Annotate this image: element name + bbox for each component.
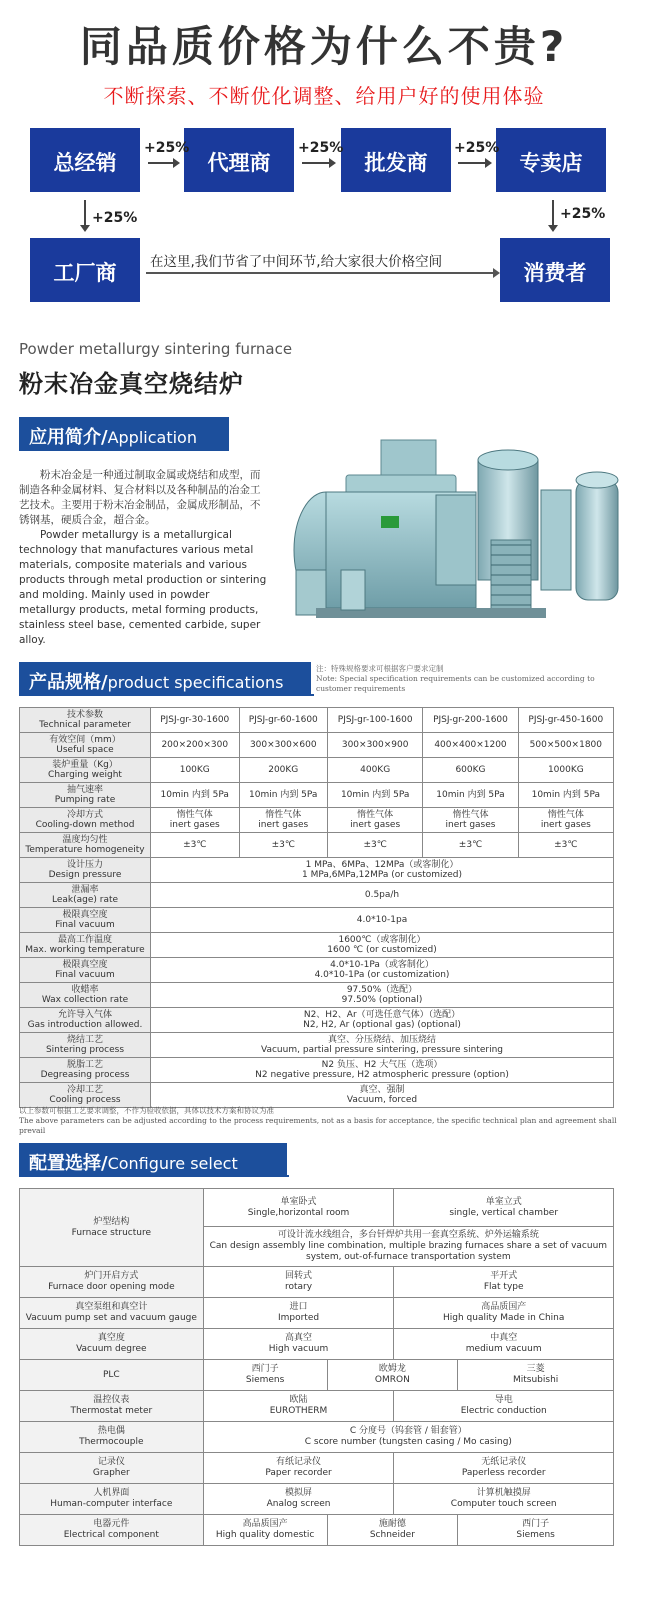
text-line: 批发商 xyxy=(364,151,428,175)
text-line: N2 negative pressure, H2 atmospheric pressure (option) xyxy=(255,1070,509,1080)
table-cell xyxy=(394,1329,614,1360)
text-line: Single,horizontal room xyxy=(247,1207,350,1218)
table-cell xyxy=(203,1515,327,1546)
table-row xyxy=(20,833,614,858)
price-banner xyxy=(0,0,648,320)
text-line: 脱脂工艺 xyxy=(66,1060,103,1070)
text-line: Gas introduction allowed. xyxy=(27,1020,143,1030)
table-cell: 200KG xyxy=(239,758,328,783)
text-line: Imported xyxy=(277,1313,320,1323)
text-line: single, vertical chamber xyxy=(449,1207,559,1218)
text-line: N2、H2、Ar（可选任意气体）（选配） xyxy=(303,1010,461,1020)
text-line: 注：特殊规格要求可根据客户要求定制 xyxy=(316,664,444,673)
table-cell xyxy=(394,1453,614,1484)
heading-underline xyxy=(19,694,314,696)
table-cell xyxy=(20,1515,204,1546)
table-cell xyxy=(151,958,614,983)
text-line: 可设计流水线组合，多台钎焊炉共用一套真空系统、炉外运输系统 xyxy=(277,1230,539,1240)
table-row xyxy=(20,733,614,758)
table-row xyxy=(20,983,614,1008)
text-line: Vacuum pump set and vacuum gauge xyxy=(25,1313,197,1323)
text-line: Mitsubishi xyxy=(512,1375,559,1385)
text-line: 装炉重量（Kg） xyxy=(52,760,118,770)
heading-underline xyxy=(19,1175,289,1177)
table-row xyxy=(20,758,614,783)
table-row xyxy=(20,1391,614,1422)
arrow-right-icon xyxy=(302,162,334,164)
table-row xyxy=(20,1189,614,1227)
table-cell xyxy=(203,1453,394,1484)
text-line: Thermocouple xyxy=(79,1437,144,1447)
markup-label: +25% xyxy=(454,140,500,156)
product-title-en: Powder metallurgy sintering furnace xyxy=(19,340,293,358)
table-cell xyxy=(20,708,151,733)
table-cell xyxy=(203,1422,613,1453)
text-line: 技术参数 xyxy=(66,710,103,720)
text-line: N2 负压、H2 大气压（选项） xyxy=(321,1060,443,1070)
table-cell: 400KG xyxy=(328,758,423,783)
text-line: 高品质国产 xyxy=(242,1519,288,1529)
text-line: Furnace structure xyxy=(71,1227,151,1238)
text-line: 设计压力 xyxy=(66,860,103,870)
table-cell: 惰性气体 inert gases xyxy=(328,808,423,833)
table-cell xyxy=(20,758,151,783)
table-cell: 300×300×900 xyxy=(328,733,423,758)
model-cell: PJSJ-gr-60-1600 xyxy=(239,708,328,733)
text-line: High vacuum xyxy=(268,1344,329,1354)
table-cell xyxy=(458,1515,614,1546)
application-heading xyxy=(19,417,229,451)
text-line: 计算机触摸屏 xyxy=(476,1488,531,1498)
table-cell xyxy=(20,1058,151,1083)
table-cell xyxy=(458,1360,614,1391)
table-cell xyxy=(20,808,151,833)
table-cell xyxy=(203,1227,613,1267)
text-line: 收蜡率 xyxy=(71,985,99,995)
text-line: 允许导入气体 xyxy=(57,1010,112,1020)
table-cell xyxy=(20,1008,151,1033)
channel-agent xyxy=(184,128,294,192)
table-cell xyxy=(20,1267,204,1298)
table-cell: 惰性气体 inert gases xyxy=(423,808,518,833)
text-line: Temperature homogeneity xyxy=(25,845,145,855)
table-cell xyxy=(20,933,151,958)
markup-label: +25% xyxy=(298,140,344,156)
text-line: Flat type xyxy=(483,1282,524,1292)
table-cell xyxy=(20,833,151,858)
text-line: rotary xyxy=(284,1282,313,1292)
table-row xyxy=(20,883,614,908)
text-line: Vacuum, forced xyxy=(346,1095,418,1105)
text-line: 总经销 xyxy=(53,151,117,175)
text-line: 抽气速率 xyxy=(66,785,103,795)
markup-label: +25% xyxy=(560,206,606,222)
table-row xyxy=(20,933,614,958)
text-line: Sintering process xyxy=(45,1045,125,1055)
text-line: 施耐德 xyxy=(378,1519,406,1529)
text-line: Cooling-down method xyxy=(35,820,135,830)
arrow-right-icon xyxy=(146,272,498,274)
table-cell xyxy=(394,1391,614,1422)
channel-consumer xyxy=(500,238,610,302)
text-line: 97.50%（选配） xyxy=(346,985,418,995)
text-line: 西门子 xyxy=(522,1519,550,1529)
table-cell: ±3℃ xyxy=(151,833,240,858)
furnace-image xyxy=(286,420,622,640)
table-cell xyxy=(20,958,151,983)
table-cell xyxy=(151,908,614,933)
text-line: 以上参数可根据工艺要求调整，不作为验收依据，具体以技术方案和协议为准 xyxy=(19,1106,274,1115)
configure-table xyxy=(19,1188,614,1546)
text-line: 配置选择/ xyxy=(29,1153,108,1174)
table-cell: ±3℃ xyxy=(239,833,328,858)
table-cell xyxy=(203,1329,394,1360)
text-line: Analog screen xyxy=(266,1499,331,1509)
text-line: High quality Made in China xyxy=(443,1313,565,1323)
table-cell: 惰性气体 inert gases xyxy=(151,808,240,833)
arrow-down-icon xyxy=(552,200,554,230)
text-line: 4.0*10-1Pa (or customization) xyxy=(314,970,450,980)
text-line: 单室立式 xyxy=(485,1196,522,1207)
channel-general-agent xyxy=(30,128,140,192)
table-cell xyxy=(20,1391,204,1422)
table-cell xyxy=(151,1008,614,1033)
arrow-down-icon xyxy=(84,200,86,230)
text-line: 三菱 xyxy=(526,1364,545,1374)
table-cell: 100KG xyxy=(151,758,240,783)
markup-label: +25% xyxy=(144,140,190,156)
table-cell xyxy=(203,1267,394,1298)
table-header-row xyxy=(20,708,614,733)
table-cell: 200×200×300 xyxy=(151,733,240,758)
text-line: 冷却工艺 xyxy=(66,1085,103,1095)
specifications-heading xyxy=(19,662,311,696)
product-title-cn: 粉末冶金真空烧结炉 xyxy=(19,370,244,398)
channel-store xyxy=(496,128,606,192)
text-line: 导电 xyxy=(494,1395,513,1405)
model-cell: PJSJ-gr-100-1600 xyxy=(328,708,423,733)
table-row xyxy=(20,1267,614,1298)
text-line: 平开式 xyxy=(490,1271,518,1281)
text-line: 欧陆 xyxy=(289,1395,308,1405)
text-line: 西门子 xyxy=(251,1364,279,1374)
text-line: Siemens xyxy=(516,1530,555,1540)
table-cell xyxy=(394,1267,614,1298)
text-line: 1 MPa、6MPa、12MPa（或客制化） xyxy=(305,860,459,870)
text-line: The above parameters can be adjusted according to the process requirements, not as a basis for acceptance, the specific technical plan and agreement shall prevail xyxy=(19,1116,617,1135)
table-cell xyxy=(151,883,614,908)
text-line: 产品规格/ xyxy=(29,672,108,693)
table-row xyxy=(20,1329,614,1360)
markup-label: +25% xyxy=(92,210,138,226)
text-line: 真空度 xyxy=(97,1333,125,1343)
text-line: 代理商 xyxy=(207,151,271,175)
table-cell xyxy=(151,1033,614,1058)
text-line: 欧姆龙 xyxy=(378,1364,406,1374)
text-line: 单室卧式 xyxy=(280,1196,317,1207)
table-cell xyxy=(20,1453,204,1484)
table-row xyxy=(20,908,614,933)
application-text-en: Powder metallurgy is a metallurgical technology that manufactures various metal materials, composite materials and various products through metal production or sintering and molding. Mainly used in powder metallurgy products, metal forming products, stainless steel base, cemented carbide, super alloy. xyxy=(19,529,267,646)
table-cell: ±3℃ xyxy=(518,833,613,858)
text-line: 最高工作温度 xyxy=(57,935,112,945)
text-line: 专卖店 xyxy=(519,151,583,175)
table-row xyxy=(20,1083,614,1108)
table-cell xyxy=(20,1298,204,1329)
specifications-note xyxy=(316,664,626,694)
table-cell: 10min 内到 5Pa xyxy=(423,783,518,808)
text-line: 高品质国产 xyxy=(481,1302,527,1312)
table-cell: 惰性气体 inert gases xyxy=(518,808,613,833)
text-line: Degreasing process xyxy=(40,1070,130,1080)
text-line: 回转式 xyxy=(285,1271,313,1281)
text-line: Grapher xyxy=(92,1468,130,1478)
text-line: 热电偶 xyxy=(97,1426,125,1436)
table-cell xyxy=(203,1298,394,1329)
table-cell: ±3℃ xyxy=(423,833,518,858)
table-cell xyxy=(20,1083,151,1108)
text-line: Schneider xyxy=(369,1530,415,1540)
text-line: Pumping rate xyxy=(54,795,116,805)
table-row xyxy=(20,1360,614,1391)
text-line: 极限真空度 xyxy=(62,910,108,920)
text-line: Charging weight xyxy=(48,770,122,780)
text-line: 真空泵组和真空计 xyxy=(75,1302,148,1312)
text-line: 97.50% (optional) xyxy=(341,995,423,1005)
text-line: 泄漏率 xyxy=(71,885,99,895)
text-line: 无纸记录仪 xyxy=(481,1457,527,1467)
specifications-table xyxy=(19,707,614,1108)
text-line: medium vacuum xyxy=(465,1344,542,1354)
text-line: 记录仪 xyxy=(97,1457,125,1467)
table-cell: 10min 内到 5Pa xyxy=(518,783,613,808)
channel-factory xyxy=(30,238,140,302)
text-line: Human-computer interface xyxy=(50,1499,173,1509)
text-line: Leak(age) rate xyxy=(51,895,119,905)
application-text-cn: 粉末冶金是一种通过制取金属或烧结和成型，而制造各种金属材料、复合材料以及各种制品的冶金工艺技术。主要用于粉末冶金制品，金属成形制品，不锈钢基，硬质合金，超合金。 xyxy=(19,469,261,526)
table-cell xyxy=(394,1298,614,1329)
text-line: 炉门开启方式 xyxy=(84,1271,139,1281)
table-row xyxy=(20,1515,614,1546)
text-line: 炉型结构 xyxy=(93,1216,130,1227)
text-line: Vacuum, partial pressure sintering, pressure sintering xyxy=(261,1045,503,1055)
text-line: Final vacuum xyxy=(55,920,115,930)
text-line: 有效空间（mm） xyxy=(49,735,121,745)
table-cell xyxy=(203,1484,394,1515)
table-cell xyxy=(20,1033,151,1058)
text-line: 4.0*10-1pa xyxy=(356,915,408,925)
text-line: Cooling process xyxy=(49,1095,121,1105)
text-line: 真空、分压烧结、加压烧结 xyxy=(327,1035,436,1045)
text-line: 0.5pa/h xyxy=(364,890,400,900)
table-row xyxy=(20,1058,614,1083)
table-cell: 500×500×1800 xyxy=(518,733,613,758)
table-row xyxy=(20,1484,614,1515)
text-line: High quality domestic xyxy=(215,1530,315,1540)
table-cell xyxy=(203,1360,327,1391)
table-cell xyxy=(203,1391,394,1422)
table-row xyxy=(20,1422,614,1453)
table-cell xyxy=(151,1058,614,1083)
model-cell: PJSJ-gr-200-1600 xyxy=(423,708,518,733)
text-line: 1600 ℃ (or customized) xyxy=(327,945,437,955)
arrow-right-icon xyxy=(148,162,178,164)
text-line: 温度均匀性 xyxy=(62,835,108,845)
model-cell: PJSJ-gr-450-1600 xyxy=(518,708,613,733)
text-line: 1 MPa,6MPa,12MPa (or customized) xyxy=(302,870,462,880)
table-cell xyxy=(327,1515,458,1546)
text-line: 消费者 xyxy=(523,261,587,285)
text-line: Paperless recorder xyxy=(461,1468,546,1478)
text-line: 高真空 xyxy=(285,1333,313,1343)
table-row xyxy=(20,808,614,833)
text-line: Vacuum degree xyxy=(76,1344,147,1354)
text-line: 1600℃（或客制化） xyxy=(338,935,426,945)
text-line: 温控仪表 xyxy=(93,1395,130,1405)
banner-subtitle: 不断探索、不断优化调整、给用户好的使用体验 xyxy=(103,84,545,108)
channel-wholesaler xyxy=(341,128,451,192)
text-line: Can design assembly line combination, multiple brazing furnaces share a set of vacuum system, out-of-furnace transportation system xyxy=(209,1241,608,1262)
text-line: 极限真空度 xyxy=(62,960,108,970)
text-line: 电器元件 xyxy=(93,1519,130,1529)
text-line: Computer touch screen xyxy=(450,1499,557,1509)
table-cell xyxy=(394,1484,614,1515)
banner-title: 同品质价格为什么不贵? xyxy=(79,22,569,71)
table-cell xyxy=(20,783,151,808)
text-line: Final vacuum xyxy=(55,970,115,980)
text-line: 人机界面 xyxy=(93,1488,130,1498)
table-cell xyxy=(20,733,151,758)
table-cell xyxy=(20,1189,204,1267)
text-line: Electric conduction xyxy=(460,1406,547,1416)
text-line: 有纸记录仪 xyxy=(276,1457,322,1467)
text-line: 冷却方式 xyxy=(66,810,103,820)
text-line: Thermostat meter xyxy=(70,1406,153,1416)
text-line: 4.0*10-1Pa（或客制化） xyxy=(330,960,434,970)
table-cell xyxy=(151,933,614,958)
table-cell: 惰性气体 inert gases xyxy=(239,808,328,833)
text-line: N2, H2, Ar (optional gas) (optional) xyxy=(303,1020,461,1030)
table-cell: 400×400×1200 xyxy=(423,733,518,758)
table-row xyxy=(20,1008,614,1033)
text-line: C 分度号（钨套管 / 钼套管） xyxy=(349,1426,467,1436)
table-cell: PLC xyxy=(20,1360,204,1391)
text-line: 中真空 xyxy=(490,1333,518,1343)
table-row xyxy=(20,1033,614,1058)
text-line: Max. working temperature xyxy=(25,945,145,955)
table-cell xyxy=(20,1484,204,1515)
text-line: 烧结工艺 xyxy=(66,1035,103,1045)
text-line: Wax collection rate xyxy=(41,995,129,1005)
table-cell: 10min 内到 5Pa xyxy=(328,783,423,808)
table-cell: 1000KG xyxy=(518,758,613,783)
text-line: Furnace door opening mode xyxy=(48,1282,175,1292)
text-line: 真空、强制 xyxy=(359,1085,405,1095)
table-cell: 10min 内到 5Pa xyxy=(151,783,240,808)
text-line: 进口 xyxy=(289,1302,308,1312)
text-line: 工厂商 xyxy=(53,261,117,285)
configure-heading xyxy=(19,1143,287,1177)
table-cell xyxy=(20,883,151,908)
table-cell xyxy=(20,858,151,883)
text-line: Siemens xyxy=(245,1375,285,1385)
text-line: C score number (tungsten casing / Mo casing) xyxy=(304,1437,512,1447)
table-row xyxy=(20,783,614,808)
table-cell xyxy=(20,908,151,933)
table-cell xyxy=(20,1329,204,1360)
text-line: OMRON xyxy=(374,1375,410,1385)
text-line: Design pressure xyxy=(48,870,122,880)
table-cell xyxy=(20,983,151,1008)
text-line: 模拟屏 xyxy=(285,1488,313,1498)
table-cell: 10min 内到 5Pa xyxy=(239,783,328,808)
table-row xyxy=(20,958,614,983)
table-cell xyxy=(327,1360,458,1391)
specifications-footnote xyxy=(19,1106,629,1136)
table-cell xyxy=(20,1422,204,1453)
text-line: Application xyxy=(107,428,197,447)
table-cell xyxy=(394,1189,614,1227)
table-row xyxy=(20,858,614,883)
text-line: EUROTHERM xyxy=(269,1406,328,1416)
table-cell xyxy=(151,983,614,1008)
middle-note: 在这里,我们节省了中间环节,给大家很大价格空间 xyxy=(150,254,443,270)
text-line: product specifications xyxy=(107,673,284,692)
table-row xyxy=(20,1453,614,1484)
table-cell: 600KG xyxy=(423,758,518,783)
table-cell xyxy=(151,858,614,883)
text-line: Electrical component xyxy=(63,1530,159,1540)
table-cell: 300×300×600 xyxy=(239,733,328,758)
text-line: Paper recorder xyxy=(265,1468,332,1478)
table-cell xyxy=(203,1189,394,1227)
text-line: Configure select xyxy=(107,1154,238,1173)
table-row xyxy=(20,1298,614,1329)
text-line: Note: Special specification requirements can be customized according to customer requirements xyxy=(316,674,595,693)
table-cell: ±3℃ xyxy=(328,833,423,858)
model-cell: PJSJ-gr-30-1600 xyxy=(151,708,240,733)
table-cell xyxy=(151,1083,614,1108)
text-line: Useful space xyxy=(56,745,114,755)
text-line: Technical parameter xyxy=(39,720,131,730)
arrow-right-icon xyxy=(458,162,490,164)
text-line: 应用简介/ xyxy=(29,427,108,448)
